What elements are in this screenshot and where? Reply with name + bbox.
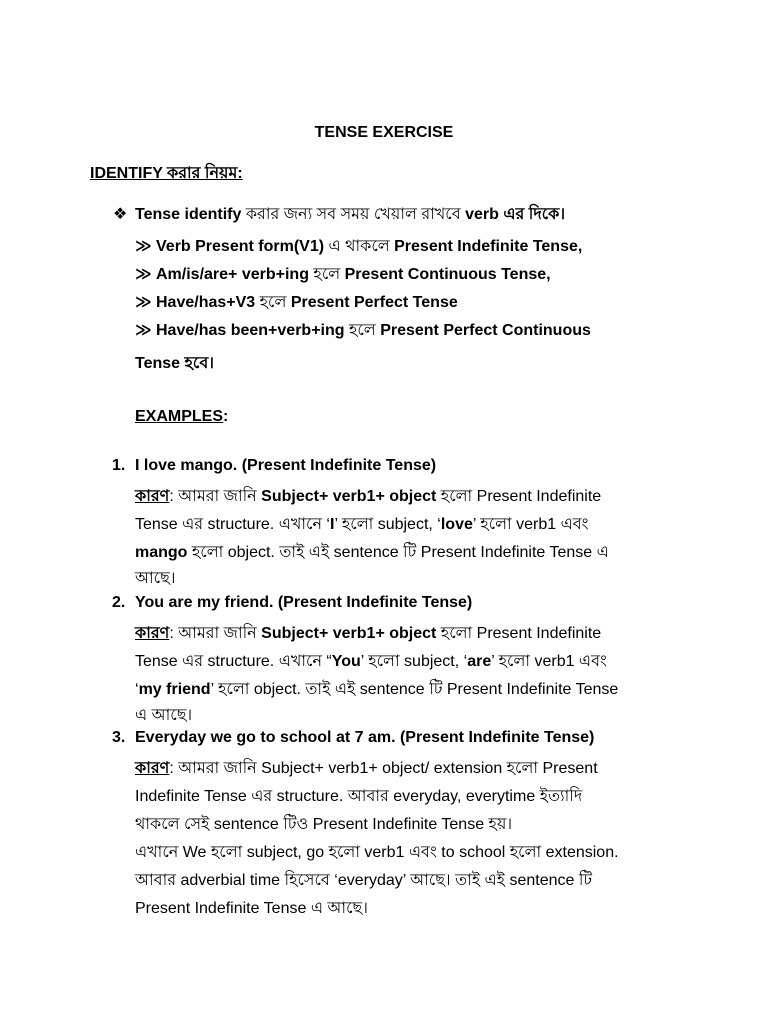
rules-heading: IDENTIFY করার নিয়ম:: [90, 165, 243, 182]
page-title: TENSE EXERCISE: [314, 124, 454, 141]
example-reason-line: আছে।: [135, 570, 176, 587]
example-sentence: You are my friend. (Present Indefinite Tense): [135, 594, 473, 611]
double-arrow-icon: ≫: [135, 266, 152, 283]
example-sentence: Everyday we go to school at 7 am. (Present Indefinite Tense): [135, 729, 595, 746]
example-reason-line: কারণ: আমরা জানি Subject+ verb1+ object হলো Present Indefinite: [135, 488, 602, 505]
example-reason-line: আবার adverbial time হিসেবে ‘everyday’ আছে। তাই এই sentence টি: [135, 872, 593, 889]
rule-bullet: ❖ Tense identify করার জন্য সব সময় খেয়াল রাখবে verb এর দিকে।: [113, 204, 565, 226]
rule-line-3: ≫ Have/has+V3 হলে Present Perfect Tense: [135, 292, 458, 314]
example-sentence: I love mango. (Present Indefinite Tense): [135, 457, 437, 474]
example-reason-line: কারণ: আমরা জানি Subject+ verb1+ object হলো Present Indefinite: [135, 625, 602, 642]
example-reason-line: Present Indefinite Tense এ আছে।: [135, 900, 368, 917]
document-page: TENSE EXERCISE IDENTIFY করার নিয়ম: ❖ Tense identify করার জন্য সব সময় খেয়াল রাখবে verb এর দিকে। ≫ Verb Present form(V1) এ থাকলে Present Indefinite Tense, ≫ Am/is/are+ verb+ing হলে Present Continuous Tense, ≫ Have/has+V3 হলে Present Perfect Tense ≫ Have/has been+verb+ing হলে Present Perfect Continuous Tense হবে। EXAMPLES: 1. I love mango. (Present Indefinite Tense) কারণ: আমরা জানি Subject+ verb1+ object হলো Present Indefinite Tense এর structure. এখানে ‘I’ হলো subject, ‘love’ হলো verb1 এবং mango হলো object. তাই এই sentence টি Present Indefinite Tense এ আছে। 2. You are my friend. (Present Indefinite Tense) কারণ: আমরা জানি Subject+ verb1+ object হলো Present Indefinite Tense এর structure. এখানে “You’ হলো subject, ‘are’ হলো verb1 এবং ‘my friend’ হলো object. তাই এই sentence টি Present Indefinite Tense এ আছে। 3. Everyday we go to school at 7 am. (Present Indefinite Tense) কারণ: আমরা জানি Subject+ verb1+ object/ extension হলো Present Indefinite Tense এর structure. আবার everyday, everytime ইত্যাদি থাকলে সেই sentence টিও Present Indefinite Tense হয়। এখানে We হলো subject, go হলো verb1 এবং to school হলো extension. আবার adverbial time হিসেবে ‘everyday’ আছে। তাই এই sentence টি Present Indefinite Tense এ আছে।: [0, 0, 768, 1024]
rule-line-2: ≫ Am/is/are+ verb+ing হলে Present Continuous Tense,: [135, 264, 551, 286]
example-reason-line: Indefinite Tense এর structure. আবার everyday, everytime ইত্যাদি: [135, 788, 583, 805]
diamond-bullet-icon: ❖: [113, 206, 128, 223]
double-arrow-icon: ≫: [135, 238, 152, 255]
example-reason-line: Tense এর structure. এখানে ‘I’ হলো subject, ‘love’ হলো verb1 এবং: [135, 516, 589, 533]
example-reason-line: কারণ: আমরা জানি Subject+ verb1+ object/ extension হলো Present: [135, 760, 598, 777]
example-reason-line: এখানে We হলো subject, go হলো verb1 এবং to school হলো extension.: [135, 844, 619, 861]
example-reason-line: Tense এর structure. এখানে “You’ হলো subject, ‘are’ হলো verb1 এবং: [135, 653, 607, 670]
rule-line-4: ≫ Have/has been+verb+ing হলে Present Perfect Continuous: [135, 320, 591, 342]
examples-heading: EXAMPLES:: [135, 408, 229, 425]
double-arrow-icon: ≫: [135, 322, 152, 339]
rule-line-1: ≫ Verb Present form(V1) এ থাকলে Present Indefinite Tense,: [135, 236, 582, 258]
rule-tail: Tense হবে।: [135, 355, 214, 372]
example-reason-line: থাকলে সেই sentence টিও Present Indefinite Tense হয়।: [135, 816, 513, 833]
example-reason-line: এ আছে।: [135, 707, 193, 724]
example-reason-line: ‘my friend’ হলো object. তাই এই sentence টি Present Indefinite Tense: [135, 681, 619, 698]
double-arrow-icon: ≫: [135, 294, 152, 311]
example-reason-line: mango হলো object. তাই এই sentence টি Present Indefinite Tense এ: [135, 544, 609, 561]
